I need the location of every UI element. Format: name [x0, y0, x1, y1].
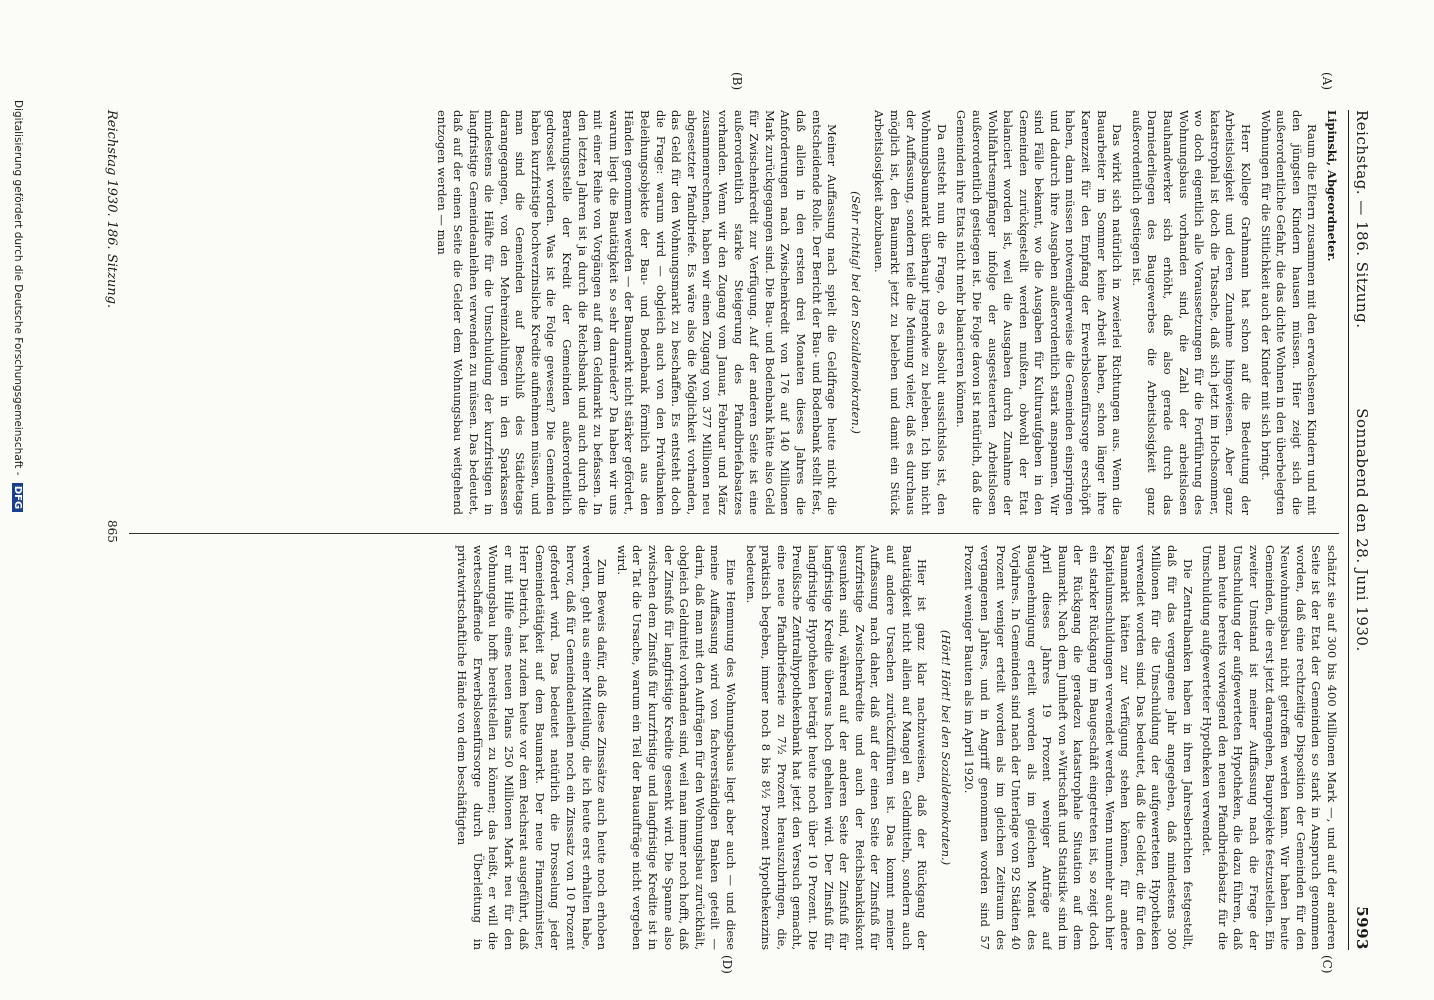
watermark-text: Digitalisierung gefördert durch die Deutsche Forschungsgemeinschaft - [12, 100, 24, 476]
paragraph: Zum Beweis dafür, daß diese Zinssätze auch heute noch erhoben werden, geht aus einer Mitteilung, die ich heute erst erhalten habe, hervor, daß für Gemeindeanleihen noch ein Zinssatz von 10 Prozent gefordert wird. Das bedeutet natürlich die Drosselung jeder Gemeindetätigkeit auf dem Baumarkt. Der neue Finanzminister, Herr Dietrich, hat zudem heute vor dem Reichsrat ausgeführt, daß er mit Hilfe eines neuen Plans 250 Millionen Mark neu für den Wohnungsbau hofft bereitstellen zu können; das heißt, er will die werteschaffende Erwerbslosenfürsorge durch Überleitung in privatwirtschaftliche Hände von dem beschäftigten [454, 545, 610, 950]
paragraph: Herr Kollege Grahmann hat schon auf die Bedeutung der Arbeitslosigkeit und deren Zunahme hingewiesen. Aber ganz katastrophal ist doch die Tatsache, daß sich jetzt im Hochsommer, wo doch eigentlich alle Voraussetzungen für die Fortführung des Wohnungsbaus vorhanden sind, die Zahl der arbeitslosen Bauhandwerker sich erhöht, daß also gerade durch das Darniederliegen des Baugewerbes die Arbeitslosigkeit ganz außerordentlich gestiegen ist. [1129, 110, 1254, 515]
page-header [1348, 110, 1379, 950]
margin-mark-c: (C) [1320, 955, 1334, 974]
margin-mark-a: (A) [1320, 72, 1334, 91]
speaker-name: Lipinski, Abgeordneter. [1325, 110, 1339, 262]
text-column-left [129, 110, 1339, 515]
paragraph: Das wirkt sich natürlich in zweierlei Richtungen aus. Wenn die Bauarbeiter im Sommer keine Arbeit haben, schon länger ihre Karenzzeit für den Empfang der Erwerbslosenfürsorge erschöpft haben, dann müssen notwendigerweise die Gemeinden einspringen und dadurch ihre Ausgaben außerordentlich stark anspannen. Wir sind Fälle bekannt, wo die Ausgaben für Kulturaufgaben in den Gemeinden zurückgestellt werden mußten, obwohl der Etat balanciert worden ist, weil die Ausgaben durch Zunahme der Wohlfahrtsempfänger infolge der ausgesteuerten Arbeitslosen außerordentlich gestiegen ist. Die Folge davon ist natürlich, daß die Gemeinden ihre Etats nicht mehr balancieren können. [954, 110, 1125, 515]
header-left: Reichstag. — 186. Sitzung. [1353, 110, 1371, 329]
column-divider [129, 533, 1339, 534]
margin-mark-d: (D) [720, 955, 734, 974]
paragraph: Meiner Auffassung nach spielt die Geldfrage heute nicht die entscheidende Rolle. Der Bericht der Bau- und Bodenbank stellt fest, daß allein in den ersten drei Monaten dieses Jahres die Anforderungen nach Zwischenkredit von 176 auf 140 Millionen Mark zurückgegangen sind. Die Bau- und Bodenbank hätte also Geld für Zwischenkredit zur Verfügung. Auf der anderen Seite ist eine außerordentlich starke Steigerung des Pfandbriefabsatzes vorhanden. Wenn wir den Zugang vom Januar, Februar und März zusammenrechnen, haben wir einen Zugang von 377 Millionen neu abgesetzter Pfandbriefe. Es wäre also die Möglichkeit vorhanden, das Geld für den Wohnungsmarkt zu beschaffen. Es entsteht doch die Frage: warum wird — obgleich auch von den Privatbanken Beleihungsobjekte der Bau- und Bodenbank förmlich aus den Händen genommen werden — der Baumarkt nicht stärker gefördert, warum liegt die Bautätigkeit so sehr darnieder? Da haben wir uns mit einer Reihe von Vorgängen auf dem Geldmarkt zu befassen. In den letzten Jahren ist ja durch die Reichsbank und auch durch die Beratungsstelle der Kredit der Gemeinden außerordentlich gedrosselt worden. Was ist die Folge gewesen? Die Gemeinden haben kurzfristige hochverzinsliche Kredite aufnehmen müssen, und man sind die Gemeinden auf Beschluß des Städtetags darangegangen, von den Mehreinzahlungen in den Sparkassen mindestens die Hälfte für die Umschuldung der kurzfristigen in langfristige Gemeindeanleihen verwenden zu müssen. Das bedeutet, daß auf der einen Seite die Gelder dem Wohnungsbau weitgehend entzogen werden — man [435, 110, 840, 515]
paragraph: Eine Hemmung des Wohnungsbaus liegt aber auch — und diese meine Auffassung wird von fachverständigen Banken geteilt — darin, daß man mit den Aufträgen für den Wohnungsbau zurückhält, obgleich Geldmittel vorhanden sind, weil man immer noch hofft, daß der Zinsfuß für langfristige Kredite gesenkt wird. Die Spanne also zwischen dem Zinsfuß für kurzfristige und langfristige Kredite ist in der Tat die Ursache, warum ein Teil der Bauaufträge nicht vergeben wird. [614, 545, 739, 950]
paragraph: schätzt sie auf 300 bis 400 Millionen Mark —, und auf der anderen Seite ist der Etat der Gemeinden so stark in Anspruch genommen worden, daß eine rechtzeitige Disposition der Gemeinden für den Neuwohnungsbau nicht getroffen werden kann. Wir haben heute Gemeinden, die erst jetzt darangehen, Bauprojekte festzustellen. Ein zweiter Umstand ist meiner Auffassung nach die Frage der Umschuldung der aufgewerteten Hypotheken, die dazu führen, daß man heute bereits vorwiegend den neuen Pfandbriefabsatz für die Umschuldung aufgewerteter Hypotheken verwendet. [1200, 545, 1339, 950]
paragraph: Raum die Eltern zusammen mit den erwachsenen Kindern und mit den jüngsten Kindern hausen müssen. Hier zeigt sich die außerordentliche Gefahr, die das dichte Wohnen in den überbelegten Wohnungen für die Sittlichkeit auch der Kinder mit sich bringt. [1258, 110, 1320, 515]
paragraph: Hier ist ganz klar nachzuweisen, daß der Rückgang der Bautätigkeit nicht allein auf Mangel an Geldmitteln, sondern auch auf andere Ursachen zurückzuführen ist. Das kommt meiner Auffassung nach daher, daß auf der einen Seite der Zinsfuß für kurzfristige Zwischenkredite und auch der Reichsbankdiskont gesunken sind, während auf der anderen Seite der Zinsfuß für langfristige Kredite überaus hoch gehalten wird. Der Zinsfuß für langfristige Hypotheken beträgt heute noch über 10 Prozent. Die Preußische Zentralhypothekenbank hat jetzt den Versuch gemacht, eine neue Pfandbriefserie zu 7½ Prozent herauszubringen, die, praktisch begeben, immer noch 8 bis 8½ Prozent Hypothekenzins bedeuten. [743, 545, 930, 950]
footer-session: Reichstag 1930. 186. Sitzung. [104, 110, 119, 309]
paragraph: Die Zentralbanken haben in ihren Jahresberichten festgestellt, daß für das vergangene Jahr angegeben, daß mindestens 300 Millionen für die Umschuldung der aufgewerteten Hypotheken verwendet worden sind. Das bedeutet, daß die Gelder, die für den Baumarkt hätten zur Verfügung stehen können, für andere Kapitalumschuldungen verwendet werden. Wenn nunmehr auch hier ein starker Rückgang im Baugeschäft eingetreten ist, so zeigt doch der Rückgang die geradezu katastrophale Situation auf dem Baumarkt. Nach dem Juniheft von »Wirtschaft und Statistik« sind im April dieses Jahres 19 Prozent weniger Anträge auf Baugenehmigung erteilt worden als im gleichen Monat des Vorjahres. In Gemeinden sind nach der Unterlage von 92 Städten 40 Prozent weniger erteilt worden als im gleichen Zeitraum des vergangenen Jahres, und in Angriff genommen worden sind 57 Prozent weniger Bauten als im April 1920. [962, 545, 1195, 950]
margin-mark-b: (B) [730, 72, 744, 91]
paragraph: Da entsteht nun die Frage, ob es absolut aussichtslos ist, den Wohnungsbaumarkt überhaupt irgendwie zu beleben. Ich bin nicht der Auffassung, sondern teile die Meinung vieler, daß es durchaus möglich ist, den Baumarkt jetzt zu beleben und damit ein Stück Arbeitslosigkeit abzubauen. [872, 110, 949, 515]
header-date: Sonnabend den 28. Juni 1930. [1353, 408, 1371, 652]
dfg-logo: DFG [12, 483, 23, 512]
text-column-right [129, 545, 1339, 950]
interjection: (Sehr richtig! bei den Sozialdemokraten.) [848, 191, 863, 434]
digitization-watermark [12, 100, 24, 980]
interjection: (Hört! Hört! bei den Sozialdemokraten.) [938, 629, 953, 866]
page-number: 5993 [1353, 906, 1371, 950]
footer-page-number: 865 [105, 520, 119, 543]
